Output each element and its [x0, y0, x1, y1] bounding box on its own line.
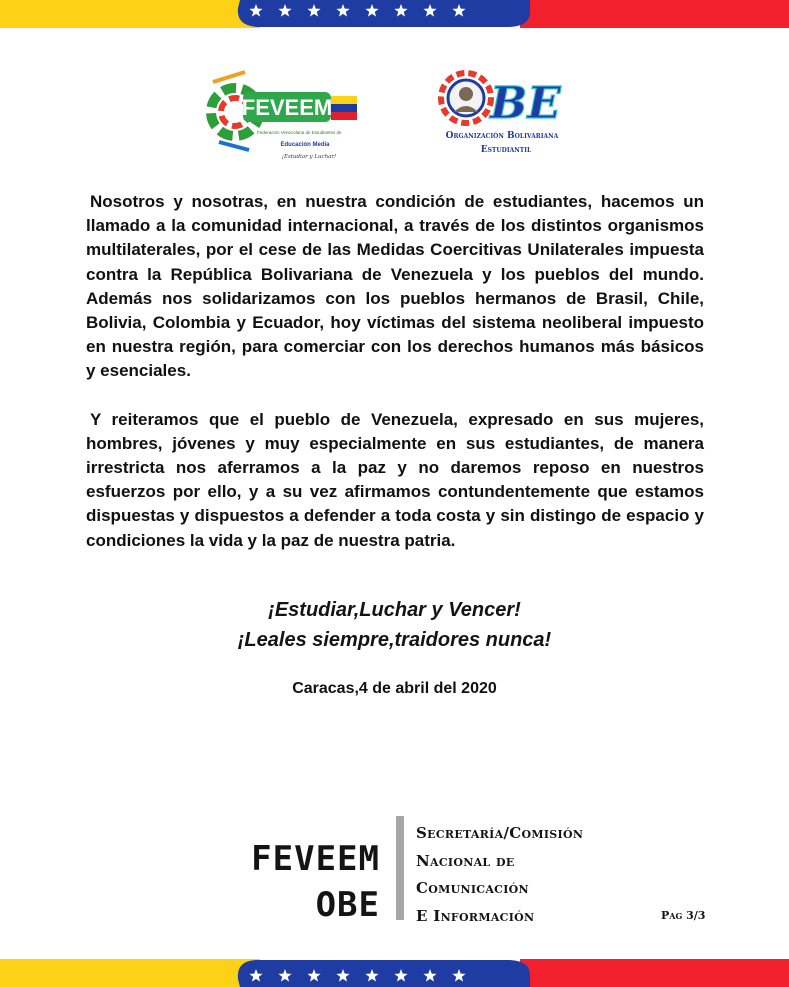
- slogan-line-1: ¡Estudiar,Luchar y Vencer!: [268, 599, 521, 621]
- footer-flag-band: [0, 959, 789, 987]
- signature-feveem: FEVEEM: [251, 839, 380, 879]
- signature-secretariat: [416, 820, 646, 930]
- flag-red-stripe: [520, 0, 789, 28]
- letter-body: [86, 190, 704, 553]
- feveem-logo-graphic: [205, 62, 363, 166]
- obe-logo-caption-1: Organización Bolivariana: [445, 131, 559, 141]
- feveem-logo-motto: ¡Estudiar y Luchar!: [281, 154, 337, 160]
- obe-logo-caption-2: Estudiantil: [480, 145, 532, 155]
- feveem-logo-name: FEVEEM: [241, 95, 333, 120]
- obe-logo-graphic: [432, 68, 582, 164]
- logos-row: [0, 60, 789, 170]
- flag-yellow-stripe: [0, 959, 260, 987]
- flag-blue-stripe: [238, 960, 530, 987]
- feveem-logo-subtitle-2: Educación Media: [280, 142, 330, 148]
- signature-line-4: E Información: [416, 906, 535, 925]
- feveem-logo-subtitle-1: Federación Venezolana de Estudiantes de: [257, 130, 342, 135]
- feveem-logo: [205, 62, 363, 166]
- signature-line-1: Secretaría/Comisión: [416, 824, 584, 842]
- obe-logo-name: BE: [490, 78, 561, 129]
- slogan-line-2: ¡Leales siempre,traidores nunca!: [237, 629, 552, 651]
- signature-line-2: Nacional de: [416, 851, 515, 870]
- header-flag-band: [0, 0, 789, 28]
- signature-obe: OBE: [315, 885, 380, 925]
- page-number: Pag 3/3: [661, 909, 706, 922]
- obe-logo: [432, 68, 582, 164]
- signature-organizations: [212, 836, 380, 928]
- place-date: Caracas,4 de abril del 2020: [292, 680, 497, 697]
- flag-yellow-stripe: [0, 0, 260, 28]
- flag-red-stripe: [520, 959, 789, 987]
- flag-blue-stripe: [238, 0, 530, 27]
- body-paragraph-1: Nosotros y nosotras, en nuestra condición de estudiantes, hacemos un llamado a la comunidad internacional, a través de los distintos organismos multilaterales, por el cese de las Medidas Coercitivas Unilaterales impuesta contra la República Bolivariana de Venezuela y los pueblos del mundo. Además nos solidarizamos con los pueblos hermanos de Brasil, Chile, Bolivia, Colombia y Ecuador, hoy víctimas del sistema neoliberal impuesto en nuestra región, para comerciar con los derechos humanos más básicos y esenciales.: [86, 192, 704, 381]
- body-paragraph-2: Y reiteramos que el pueblo de Venezuela, expresado en sus mujeres, hombres, jóvenes y muy especialmente en sus estudiantes, de manera irrestricta nos aferramos a la paz y no daremos reposo en nuestros esfuerzos por ello, y a su vez afirmamos contundentemente que estamos dispuestas y dispuestos a defender a toda costa y sin distingo de espacio y condiciones la vida y la paz de nuestra patria.: [86, 409, 704, 550]
- footer-flag-graphic: [0, 959, 789, 987]
- signature-line-3: Comunicación: [416, 879, 529, 897]
- signature-divider: [396, 816, 404, 920]
- header-flag-graphic: [0, 0, 789, 28]
